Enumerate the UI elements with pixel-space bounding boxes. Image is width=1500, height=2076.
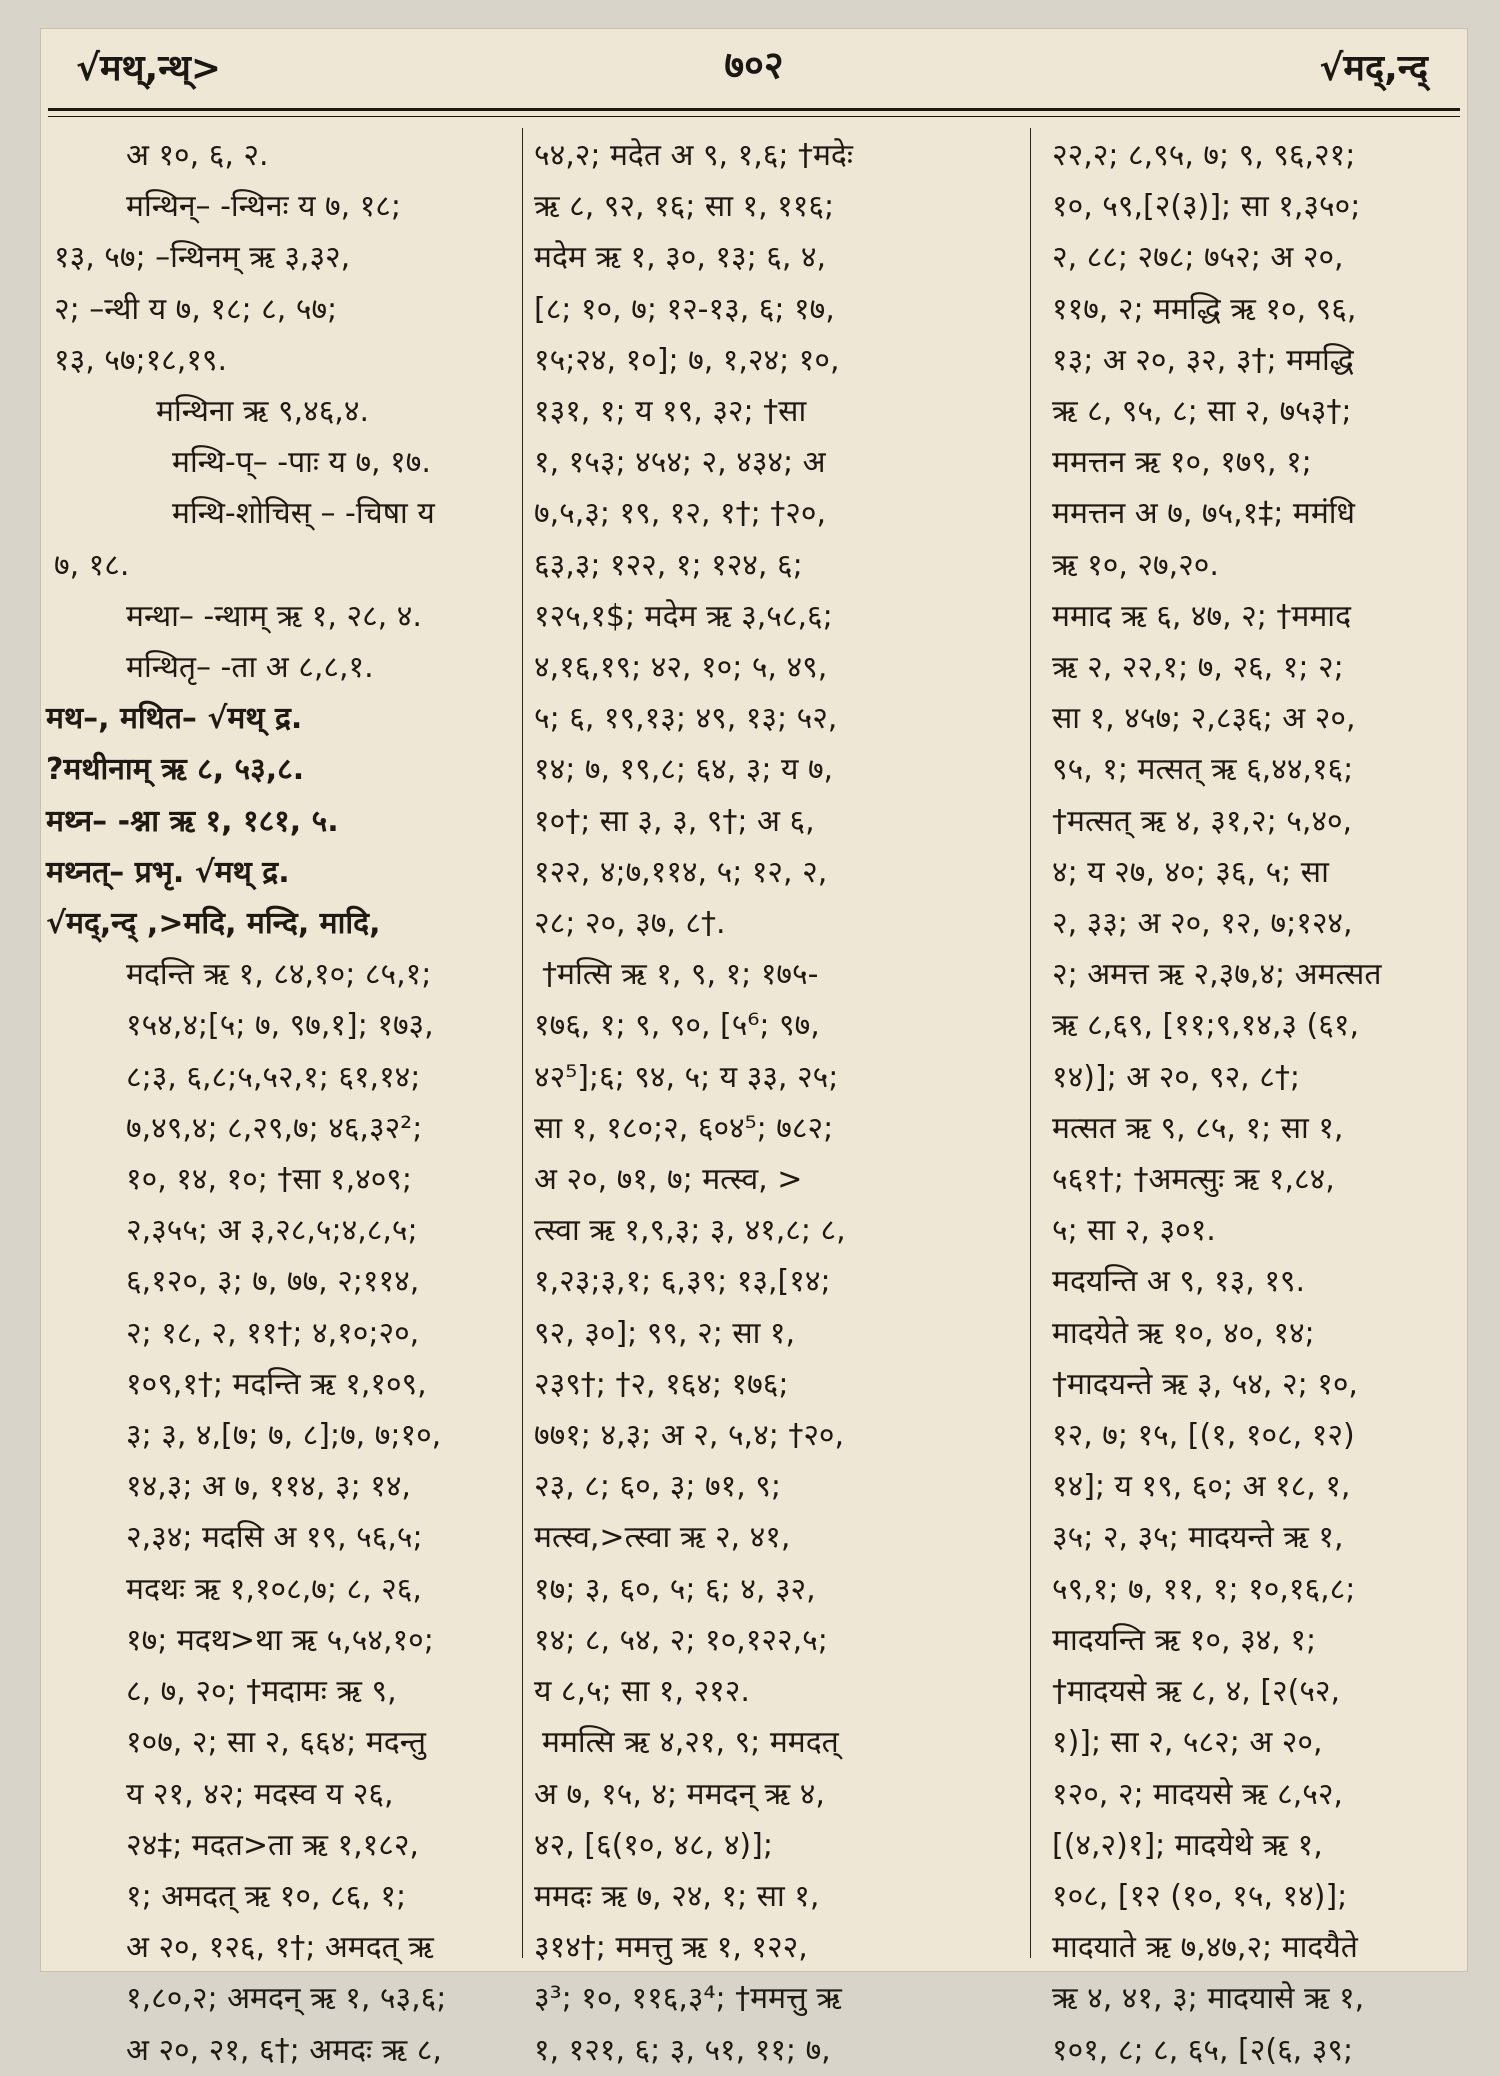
header-right-root: √मद्‌,न्द्‌ (1319, 48, 1428, 89)
entry-line: मदथः ऋ १,१०८,७; ८, २६, (126, 1571, 422, 1607)
entry-line: †मादयसे ऋ ८, ४, [२(५२, (1052, 1674, 1341, 1710)
entry-line: ६,१२०, ३; ७, ७७, २;११४, (126, 1264, 420, 1300)
entry-line: ७,४९,४; ८,२९,७; ४६,३२²; (126, 1110, 423, 1146)
entry-line: १,२३;३,१; ६,३९; १३,[१४; (534, 1264, 831, 1300)
entry-line: १३१, १; य १९, ३२; †सा (534, 394, 807, 430)
entry-line: १२०, २; मादयसे ऋ ८,५२, (1052, 1776, 1343, 1812)
entry-line: मन्थिन्– -न्थिनः य ७, १८; (126, 189, 402, 225)
header-left-root: √मथ्‌,न्थ्‌> (76, 48, 221, 89)
entry-line: १०१, ८; ८, ६५, [२(६, ३९; (1052, 2032, 1354, 2068)
entry-line: ऋ ८,६९, [११;९,१४,३ (६१, (1052, 1008, 1359, 1044)
entry-line: १०†; सा ३, ३, ९†; अ ६, (534, 803, 815, 839)
entry-line: त्स्वा ऋ १,९,३; ३, ४१,८; ८, (534, 1213, 846, 1249)
entry-line: †मत्सि ऋ १, ९, १; १७५- (542, 957, 819, 993)
entry-line: ८;३, ६,८;५,५२,१; ६१,१४; (126, 1059, 421, 1095)
entry-line: ?मथीनाम्‌ ऋ ८, ५३,८. (46, 752, 305, 788)
entry-line: १; अमदत्‌ ऋ १०, ८६, १; (126, 1878, 407, 1914)
entry-line: ७, १८. (54, 547, 130, 583)
entry-line: ममदः ऋ ७, २४, १; सा १, (534, 1878, 820, 1914)
entry-line: १७६, १; ९, ९०, [५⁶; ९७, (534, 1008, 820, 1044)
entry-line: ममत्तन अ ७, ७५,१‡; ममंधि (1052, 496, 1356, 532)
entry-line: १२, ७; १५, [(१, १०८, १२) (1052, 1418, 1355, 1454)
entry-line: १७; ३, ६०, ५; ६; ४, ३२, (534, 1571, 816, 1607)
entry-line: अ २०, १२६, १†; अमदत्‌ ऋ (126, 1930, 434, 1966)
entry-line: १५४,४;[५; ७, ९७,१]; १७३, (126, 1008, 434, 1044)
entry-line: [(४,२)१]; मादयेथे ऋ १, (1052, 1827, 1323, 1863)
entry-line: अ २०, २१, ६†; अमदः ऋ ८, (126, 2032, 442, 2068)
entry-line: मन्था– -न्थाम्‌ ऋ १, २८, ४. (126, 598, 422, 634)
entry-line: ऋ १०, २७,२०. (1052, 547, 1219, 583)
entry-line: ९५, १; मत्सत्‌ ऋ ६,४४,१६; (1052, 752, 1354, 788)
entry-line: मन्थि-शोचिस्‌ – -चिषा य (172, 496, 435, 532)
entry-line: ६३,३; १२२, १; १२४, ६; (534, 547, 803, 583)
entry-line: ७७१; ४,३; अ २, ५,४; †२०, (534, 1418, 845, 1454)
column-divider-2 (1030, 128, 1031, 1958)
column-1 (46, 130, 512, 2068)
column-divider-1 (522, 128, 523, 1958)
entry-line: १, १२१, ६; ३, ५१, ११; ७, (534, 2032, 831, 2068)
entry-line: ३; ३, ४,[७; ७, ८];७, ७;१०, (126, 1418, 442, 1454)
entry-line: १,८०,२; अमदन्‌ ऋ १, ५३,६; (126, 1981, 447, 2017)
entry-line: मथ्नत्‌– प्रभृ. √मथ्‌ द्र. (46, 854, 290, 890)
entry-line: √मद्‌,न्द्‌ ,>मदि, मन्दि, मादि, (46, 906, 381, 942)
entry-line: २८; २०, ३७, ८†. (534, 906, 726, 942)
entry-line: १०७, २; सा २, ६६४; मदन्तु (126, 1725, 427, 1761)
column-2 (534, 130, 1010, 2068)
entry-line: मन्थिना ऋ ९,४६,४. (156, 394, 369, 430)
entry-line: १५;२४, १०]; ७, १,२४; १०, (534, 342, 840, 378)
header-rule-thin (48, 116, 1460, 117)
header-rule-thick (48, 108, 1460, 111)
entry-line: ४,१६,१९; ४२, १०; ५, ४९, (534, 650, 828, 686)
entry-line: १०८, [१२ (१०, १५, १४)]; (1052, 1878, 1348, 1914)
entry-line: य २१, ४२; मदस्व य २६, (126, 1776, 394, 1812)
entry-line: १०९,१†; मदन्ति ऋ १,१०९, (126, 1366, 427, 1402)
entry-line: १०, ५९,[२(३)]; सा १,३५०; (1052, 189, 1361, 225)
entry-line: †मादयन्ते ऋ ३, ५४, २; १०, (1052, 1366, 1358, 1402)
entry-line: मादयाते ऋ ७,४७,२; मादयैते (1052, 1930, 1358, 1966)
page-number: ७०२ (724, 43, 784, 87)
entry-line: २३, ८; ६०, ३; ७१, ९; (534, 1469, 782, 1505)
entry-line: २,३५५; अ ३,२८,५;४,८,५; (126, 1213, 418, 1249)
entry-line: ४२⁵];६; ९४, ५; य ३३, २५; (534, 1059, 839, 1095)
entry-line: ममत्सि ऋ ४,२१, ९; ममदत्‌ (542, 1725, 839, 1761)
entry-line: ७,५,३; १९, १२, १†; †२०, (534, 496, 827, 532)
entry-line: १२२, ४;७,११४, ५; १२, २, (534, 854, 828, 890)
entry-line: ऋ ४, ४१, ३; मादयासे ऋ १, (1052, 1981, 1365, 2017)
entry-line: ११७, २; ममद्धि ऋ १०, ९६, (1052, 291, 1357, 327)
entry-line: ५६१†; †अमत्सुः ऋ १,८४, (1052, 1162, 1335, 1198)
entry-line: †मत्सत्‌ ऋ ४, ३१,२; ५,४०, (1052, 803, 1353, 839)
page-header (40, 28, 1468, 98)
entry-line: अ ७, १५, ४; ममदन्‌ ऋ ४, (534, 1776, 825, 1812)
entry-line: सा १, ४५७; २,८३६; अ २०, (1052, 701, 1356, 737)
entry-line: सा १, १८०;२, ६०४⁵; ७८२; (534, 1110, 834, 1146)
entry-line: २; अमत्त ऋ २,३७,४; अमत्सत (1052, 957, 1382, 993)
entry-line: १३; अ २०, ३२, ३†; ममद्धि (1052, 342, 1354, 378)
entry-line: मत्स्व,>त्स्वा ऋ २, ४१, (534, 1520, 791, 1556)
entry-line: मन्थितृ– -ता अ ८,८,१. (126, 650, 374, 686)
entry-line: ५; ६, १९,१३; ४९, १३; ५२, (534, 701, 838, 737)
entry-line: २, ८८; २७८; ७५२; अ २०, (1052, 240, 1344, 276)
entry-line: २२,२; ८,९५, ७; ९, ९६,२१; (1052, 138, 1356, 173)
entry-line: ऋ ८, ९२, १६; सा १, ११६; (534, 189, 835, 225)
entry-line: मथ–, मथित– √मथ्‌ द्र. (46, 701, 303, 737)
entry-line: १४]; य १९, ६०; अ १८, १, (1052, 1469, 1351, 1505)
entry-line: मदेम ऋ १, ३०, १३; ६, ४, (534, 240, 827, 276)
entry-line: ४२, [६(१०, ४८, ४)]; (534, 1827, 773, 1863)
entry-line: ५; सा २, ३०१. (1052, 1213, 1216, 1249)
entry-line: १४; ८, ५४, २; १०,१२२,५; (534, 1622, 828, 1658)
entry-line: १४,३; अ ७, ११४, ३; १४, (126, 1469, 411, 1505)
entry-line: १)]; सा २, ५८२; अ २०, (1052, 1725, 1323, 1761)
entry-line: ममत्तन ऋ १०, १७९, १; (1052, 445, 1312, 481)
entry-line: [८; १०, ७; १२-१३, ६; १७, (534, 291, 835, 327)
entry-line: २, ३३; अ २०, १२, ७;१२४, (1052, 906, 1353, 942)
entry-line: ५९,१; ७, ११, १; १०,१६,८; (1052, 1571, 1356, 1607)
entry-line: १, १५३; ४५४; २, ४३४; अ (534, 445, 826, 481)
entry-line: मादयेते ऋ १०, ४०, १४; (1052, 1315, 1315, 1351)
entry-line: १४; ७, १९,८; ६४, ३; य ७, (534, 752, 834, 788)
entry-line: ९२, ३०]; ९९, २; सा १, (534, 1315, 796, 1351)
entry-line: ऋ २, २२,१; ७, २६, १; २; (1052, 650, 1344, 686)
entry-line: य ८,५; सा १, २१२. (534, 1674, 750, 1710)
entry-line: १३, ५७; –न्थिनम्‌ ऋ ३,३२, (54, 240, 351, 276)
entry-line: १०, १४, १०; †सा १,४०९; (126, 1162, 413, 1198)
entry-line: मथ्न– -श्ना ऋ १, १८१, ५. (46, 803, 339, 839)
entry-line: ४; य २७, ४०; ३६, ५; सा (1052, 854, 1329, 890)
entry-line: अ १०, ६, २. (126, 138, 269, 173)
entry-line: १४)]; अ २०, ९२, ८†; (1052, 1059, 1300, 1095)
entry-line: ३१४†; ममत्तु ऋ १, १२२, (534, 1930, 808, 1966)
entry-line: ५४,२; मदेत अ ९, १,६; †मदेः (534, 138, 853, 173)
column-3 (1052, 130, 1460, 2068)
entry-line: ८, ७, २०; †मदामः ऋ ९, (126, 1674, 397, 1710)
dictionary-page (40, 28, 1468, 2068)
entry-line: मदयन्ति अ ९, १३, १९. (1052, 1264, 1306, 1300)
entry-line: १३, ५७;१८,१९. (54, 342, 228, 378)
entry-line: अ २०, ७१, ७; मत्स्व, > (534, 1162, 803, 1198)
entry-line: २; –न्थी य ७, १८; ८, ५७; (54, 291, 338, 327)
entry-line: २,३४; मदसि अ १९, ५६,५; (126, 1520, 423, 1556)
entry-line: २३९†; †२, १६४; १७६; (534, 1366, 789, 1402)
entry-line: ऋ ८, ९५, ८; सा २, ७५३†; (1052, 394, 1352, 430)
entry-line: मदन्ति ऋ १, ८४,१०; ८५,१; (126, 957, 432, 993)
entry-line: २; १८, २, ११†; ४,१०;२०, (126, 1315, 420, 1351)
entry-line: ३५; २, ३५; मादयन्ते ऋ १, (1052, 1520, 1344, 1556)
entry-line: १७; मदथ>था ऋ ५,५४,१०; (126, 1622, 434, 1658)
entry-line: मादयन्ति ऋ १०, ३४, १; (1052, 1622, 1317, 1658)
entry-line: मत्सत ऋ ९, ८५, १; सा १, (1052, 1110, 1344, 1146)
entry-line: ३³; १०, ११६,३⁴; †ममत्तु ऋ (534, 1981, 842, 2017)
entry-line: १२५,१$; मदेम ऋ ३,५८,६; (534, 598, 833, 634)
entry-line: मन्थि-प्‌– -पाः य ७, १७. (172, 445, 431, 481)
entry-line: ममाद ऋ ६, ४७, २; †ममाद (1052, 598, 1352, 634)
entry-line: २४‡; मदत>ता ऋ १,१८२, (126, 1827, 419, 1863)
